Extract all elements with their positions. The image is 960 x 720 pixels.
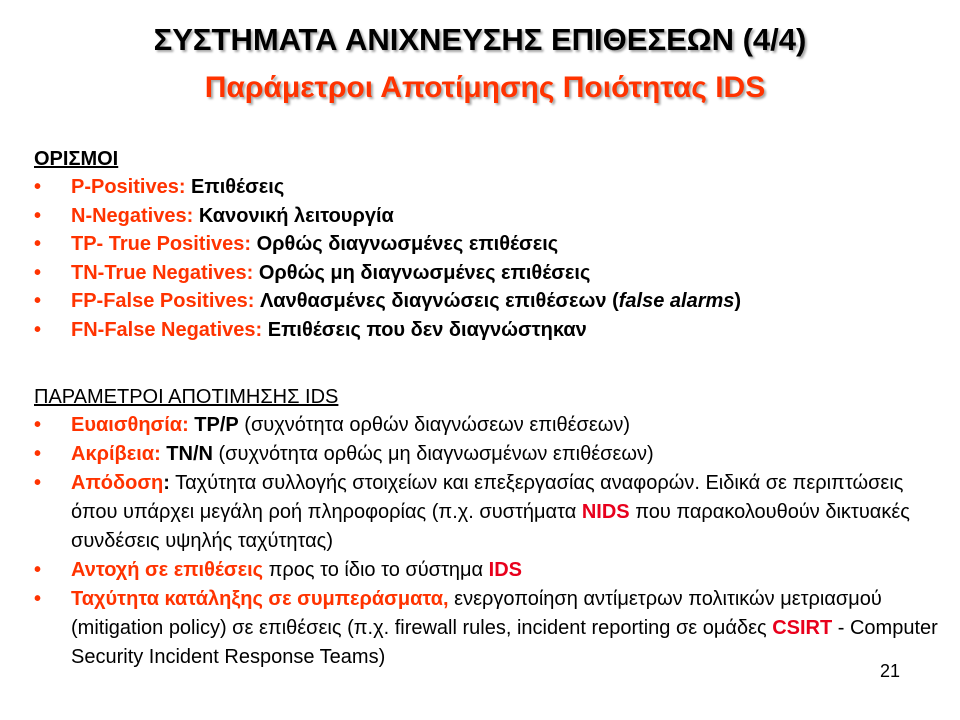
parameters-section — [34, 383, 946, 672]
bullet-icon: • — [34, 443, 42, 465]
list-item — [34, 440, 946, 469]
definitions-section — [34, 145, 946, 344]
list-item — [34, 556, 946, 585]
parameters-heading: ΠΑΡΑΜΕΤΡΟΙ ΑΠΟΤΙΜΗΣΗΣ IDS — [34, 386, 339, 408]
list-item — [34, 585, 946, 672]
parameter-text: ενεργοποίηση αντίμετρων πολιτικών μετριασμού (mitigation policy) σε επιθέσεις (π.χ. firewall rules, incident reporting σε ομάδες — [71, 588, 882, 639]
definition-text: Κανονική λειτουργία — [193, 204, 394, 227]
slide-title: ΣΥΣΤΗΜΑΤΑ ΑΝΙΧΝΕΥΣΗΣ ΕΠΙΘΕΣΕΩΝ (4/4) — [153, 22, 807, 57]
list-item — [34, 287, 946, 316]
definition-term: N-Negatives: — [71, 204, 194, 227]
list-item — [34, 173, 946, 202]
list-item — [34, 259, 946, 288]
bullet-icon: • — [34, 204, 42, 227]
parameter-term: Απόδοση — [71, 472, 164, 494]
slide-subtitle: Παράμετροι Αποτίμησης Ποιότητας IDS — [204, 71, 766, 104]
parameter-formula: TN/N — [160, 443, 213, 465]
bullet-icon: • — [34, 472, 42, 494]
parameter-text: Ταχύτητα συλλογής στοιχείων και επεξεργασίας αναφορών. Ειδικά σε περιπτώσεις όπου υπάρχει μεγάλη ροή πληροφορίας (π.χ. συστήματα — [71, 472, 904, 523]
definition-text: Λανθασμένες διαγνώσεις επιθέσεων ( — [254, 290, 619, 312]
definition-term: TP- True Positives: — [71, 233, 252, 255]
bullet-icon: • — [34, 318, 42, 341]
parameter-formula: TP/P — [188, 414, 239, 436]
bullet-icon: • — [34, 588, 42, 610]
parameter-term: Αντοχή σε επιθέσεις — [71, 559, 264, 581]
parameter-tail: που παρακολουθούν δικτυακές συνδέσεις υψηλής ταχύτητας) — [71, 501, 910, 552]
bullet-icon: • — [34, 233, 42, 255]
definition-text: Επιθέσεις που δεν διαγνώστηκαν — [262, 318, 587, 341]
parameter-text: προς το ίδιο το σύστημα — [263, 559, 489, 581]
parameter-term: Ευαισθησία: — [71, 414, 189, 436]
definition-term: FP-False Positives: — [71, 290, 255, 312]
parameter-tail: - Computer Security Incident Response Teams) — [71, 617, 938, 668]
list-item — [34, 202, 946, 231]
definition-italic: false alarms — [618, 290, 735, 312]
bullet-icon: • — [34, 290, 42, 312]
definition-text: Επιθέσεις — [185, 176, 285, 198]
bullet-icon: • — [34, 176, 42, 198]
parameter-colon: : — [163, 472, 170, 494]
list-item — [34, 230, 946, 259]
definition-term: FN-False Negatives: — [71, 318, 263, 341]
definitions-list — [34, 173, 946, 344]
definition-term: P-Positives: — [71, 176, 186, 198]
parameter-term: Ταχύτητα κατάληξης σε συμπεράσματα, — [71, 588, 449, 610]
parameter-highlight: NIDS — [581, 501, 630, 523]
parameter-highlight: IDS — [488, 559, 523, 581]
list-item — [34, 469, 946, 556]
parameter-text: (συχνότητα ορθών διαγνώσεων επιθέσεων) — [238, 414, 631, 436]
bullet-icon: • — [34, 261, 42, 284]
definitions-heading: ΟΡΙΣΜΟΙ — [34, 148, 119, 170]
definition-text: Ορθώς διαγνωσμένες επιθέσεις — [251, 233, 559, 255]
page-number: 21 — [880, 661, 901, 681]
list-item — [34, 411, 946, 440]
definition-text: Ορθώς μη διαγνωσμένες επιθέσεις — [253, 261, 591, 284]
definition-term: TN-True Negatives: — [71, 261, 254, 284]
bullet-icon: • — [34, 559, 42, 581]
parameter-text: (συχνότητα ορθώς μη διαγνωσμένων επιθέσεων) — [212, 443, 654, 465]
definition-tail: ) — [734, 290, 742, 312]
list-item — [34, 316, 946, 345]
parameter-highlight: CSIRT — [772, 617, 833, 639]
bullet-icon: • — [34, 414, 42, 436]
parameters-list — [34, 411, 946, 672]
parameter-term: Ακρίβεια: — [71, 443, 161, 465]
